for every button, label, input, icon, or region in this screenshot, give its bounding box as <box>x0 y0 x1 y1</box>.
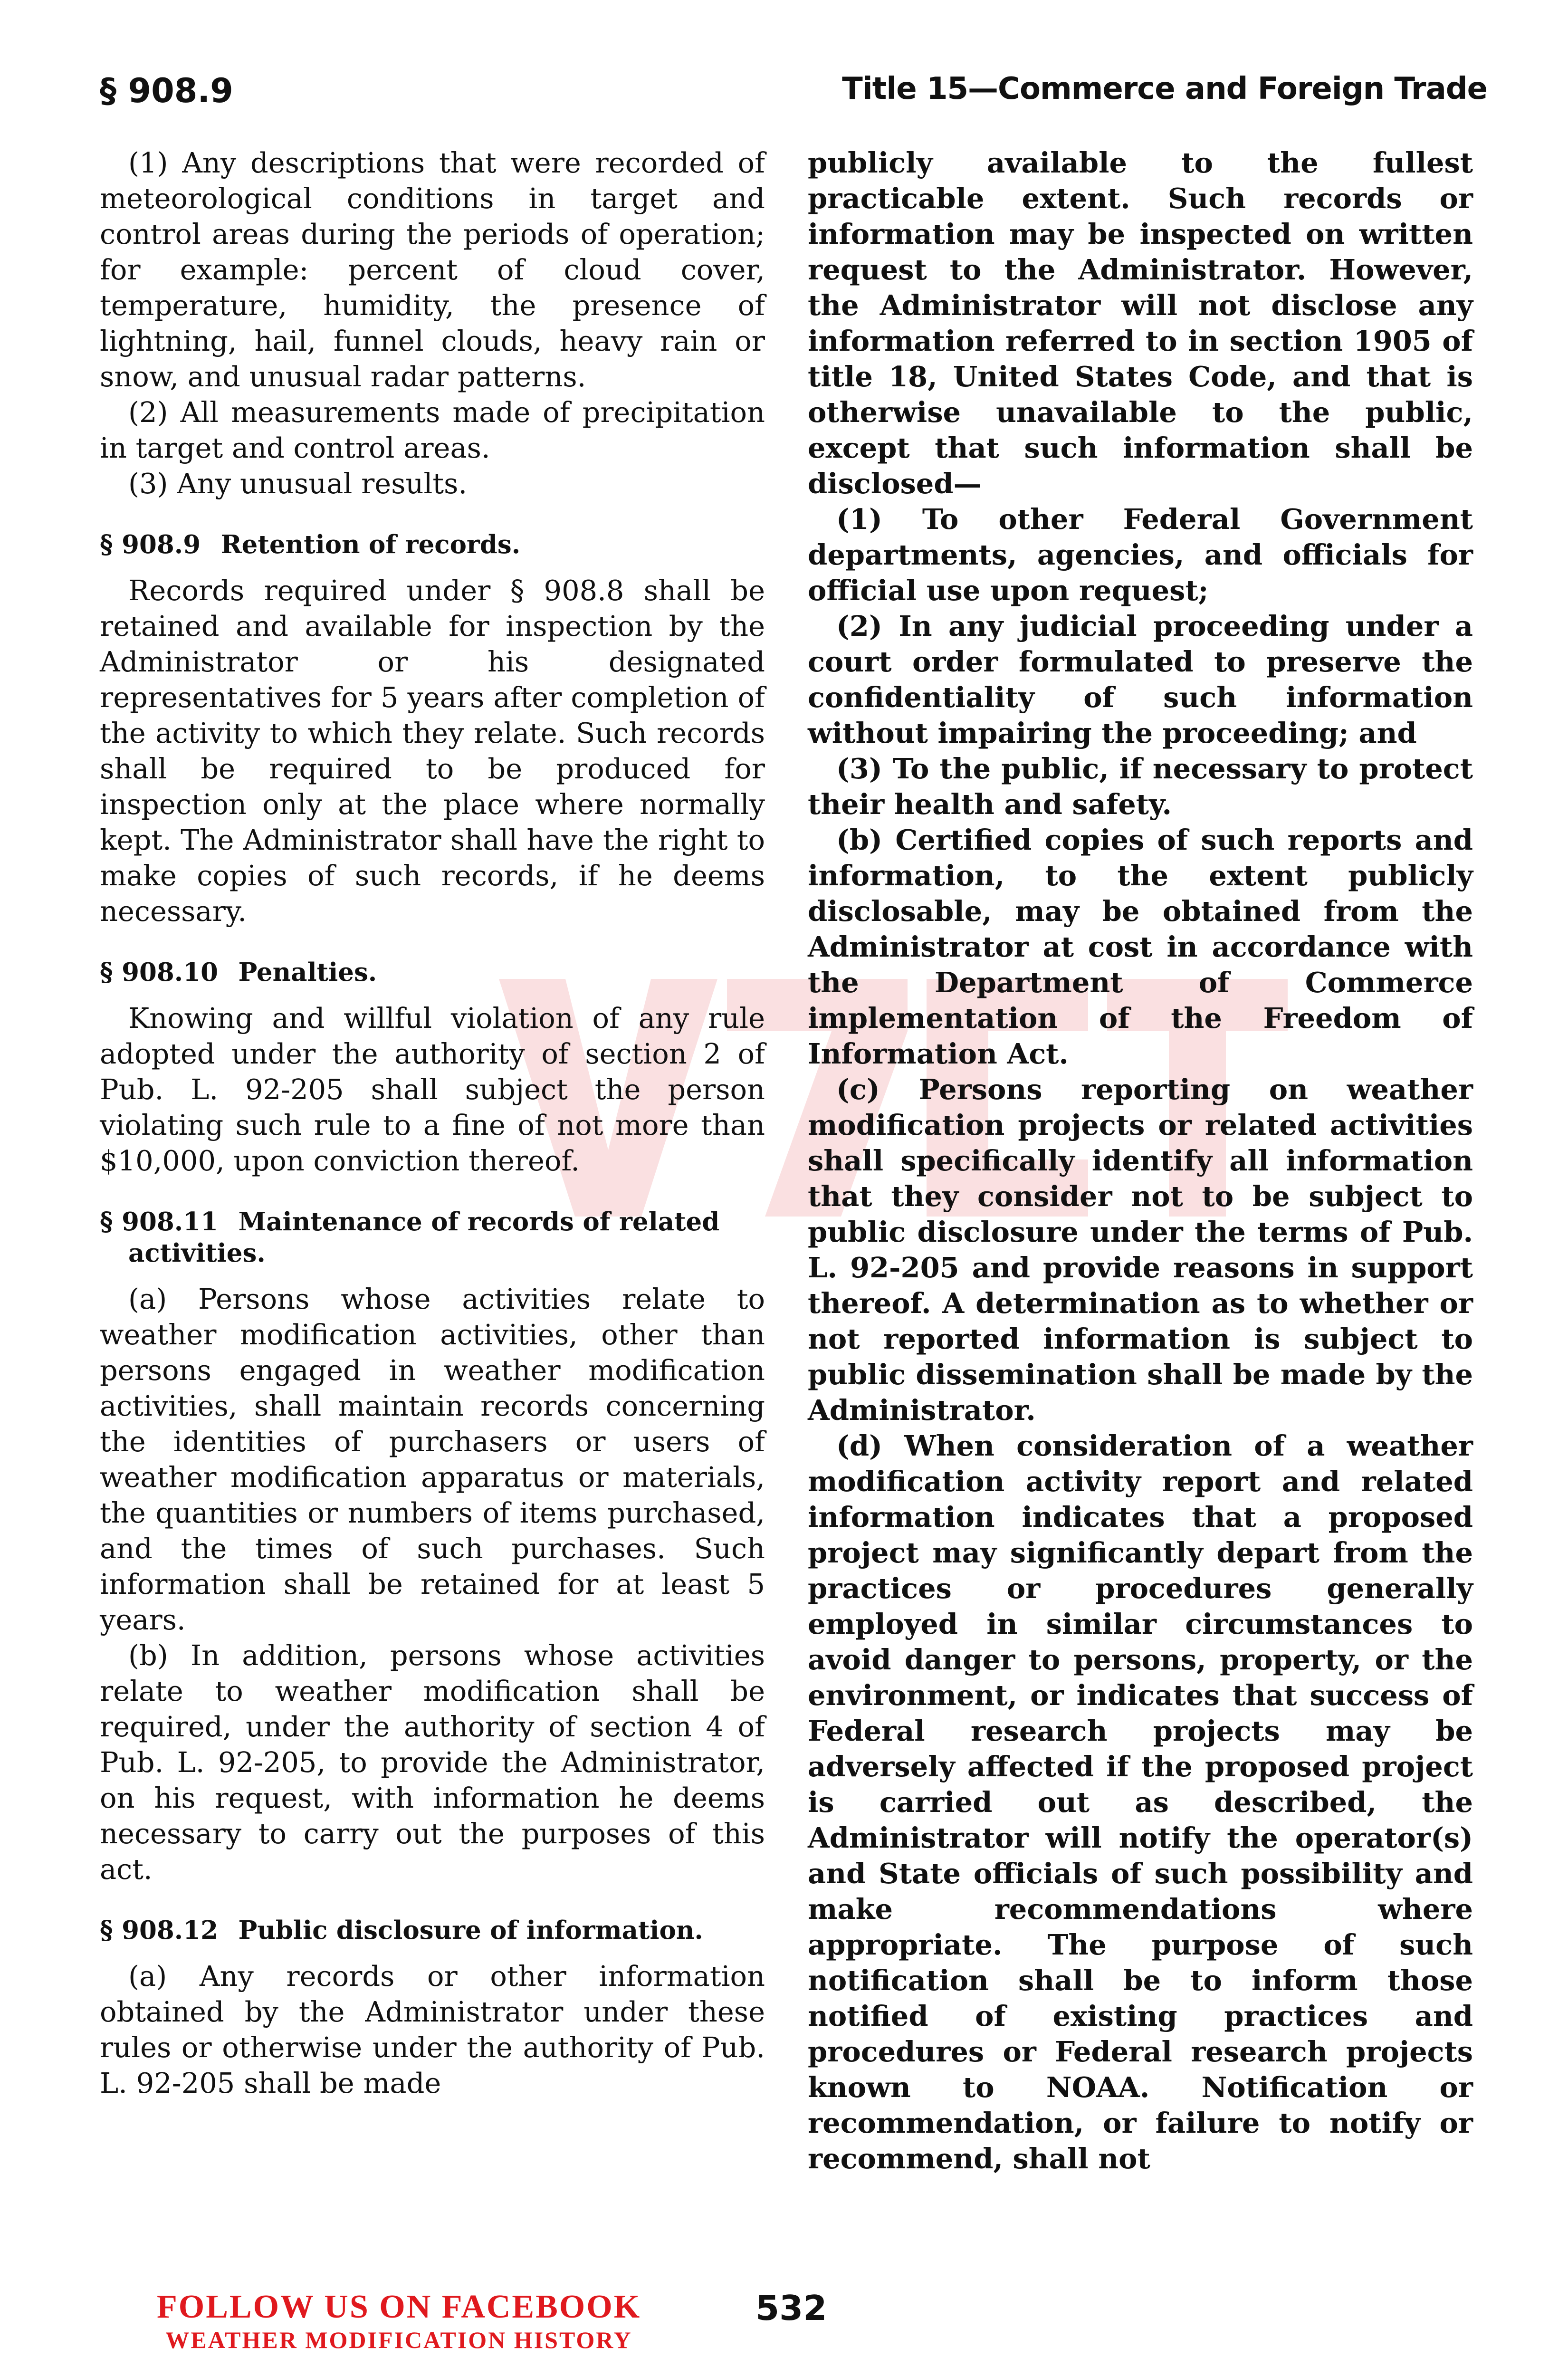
paragraph: (1) Any descriptions that were recorded of meteorological conditions in target and control areas during the periods of operation; for example: percent of cloud cover, temperature, humidity, the presence of lightning, hail, funnel clouds, heavy rain or snow, and unusual radar patterns. <box>100 146 765 393</box>
section-title: Maintenance of records of related activities. <box>128 1207 720 1268</box>
paragraph: (b) In addition, persons whose activities relate to weather modification shall be required, under the authority of section 4 of Pub. L. 92-205, to provide the Administrator, on his request, with information he deems necessary to carry out the purposes of this act. <box>100 1639 765 1886</box>
section-marker: § 908.9 <box>100 71 233 110</box>
paragraph: (b) Certified copies of such reports and information, to the extent publicly disclosable, may be obtained from the Administrator at cost in accordance with the Department of Commerce implementation of the Freedom of Information Act. <box>808 824 1473 1070</box>
running-title: Title 15—Commerce and Foreign Trade <box>842 71 1487 106</box>
paragraph: (c) Persons reporting on weather modification projects or related activities shall specifically identify all information that they consider not to be subject to public disclosure under the terms of Pub. L. 92-205 and provide reasons in support thereof. A determination as to whether or not reported information is subject to public dissemination shall be made by the Administrator. <box>808 1073 1473 1427</box>
paragraph: (1) To other Federal Government departments, agencies, and officials for official use upon request; <box>808 503 1473 607</box>
paragraph: (d) When consideration of a weather modification activity report and related information indicates that a proposed project may significantly depart from the practices or procedures generally employed in similar circumstances to avoid danger to persons, property, or the environment, or indicates that success of Federal research projects may be adversely affected if the proposed project is carried out as described, the Administrator will notify the operator(s) and State officials of such possibility and make recommendations where appropriate. The purpose of such notification shall be to inform those notified of existing practices and procedures or Federal research projects known to NOAA. Notification or recommendation, or failure to notify or recommend, shall not <box>808 1429 1473 2175</box>
section-number: § 908.10 <box>100 958 219 987</box>
page-number: 532 <box>755 2288 827 2328</box>
section-heading <box>100 1915 765 1946</box>
paragraph: Knowing and willful violation of any rule adopted under the authority of section 2 of Pub. L. 92-205 shall subject the person violating such rule to a fine of not more than $10,000, upon conviction thereof. <box>100 1002 765 1177</box>
left-column <box>100 145 765 2101</box>
paragraph: (2) In any judicial proceeding under a court order formulated to preserve the confidentiality of such information without impairing the proceeding; and <box>808 610 1473 749</box>
right-column <box>808 145 1473 2176</box>
section-heading <box>100 529 765 560</box>
paragraph: (3) To the public, if necessary to protect their health and safety. <box>808 752 1473 821</box>
section-title: Retention of records. <box>220 530 521 559</box>
paragraph: publicly available to the fullest practicable extent. Such records or information may be inspected on written request to the Administrator. However, the Administrator will not disclose any information referred to in section 1905 of title 18, United States Code, and that is otherwise unavailable to the public, except that such information shall be disclosed— <box>808 146 1473 500</box>
section-title: Penalties. <box>238 958 377 987</box>
banner-line-1: FOLLOW US ON FACEBOOK <box>157 2289 641 2325</box>
facebook-banner <box>157 2288 641 2354</box>
banner-line-2: WEATHER MODIFICATION HISTORY <box>165 2327 632 2353</box>
section-heading <box>100 957 765 988</box>
section-number: § 908.9 <box>100 530 201 559</box>
paragraph: (3) Any unusual results. <box>128 467 468 500</box>
section-heading <box>100 1206 765 1269</box>
paragraph: (a) Any records or other information obtained by the Administrator under these rules or otherwise under the authority of Pub. L. 92-205 shall be made <box>100 1960 765 2099</box>
paragraph: Records required under § 908.8 shall be retained and available for inspection by the Administrator or his designated representatives for 5 years after completion of the activity to which they relate. Such records shall be required to be produced for inspection only at the place where normally kept. The Administrator shall have the right to make copies of such records, if he deems necessary. <box>100 574 765 928</box>
paragraph: (a) Persons whose activities relate to weather modification activities, other than persons engaged in weather modification activities, shall maintain records concerning the identities of purchasers or users of weather modification apparatus or materials, the quantities or numbers of items purchased, and the times of such purchases. Such information shall be retained for at least 5 years. <box>100 1283 765 1636</box>
section-title: Public disclosure of information. <box>238 1916 703 1945</box>
section-number: § 908.11 <box>100 1207 219 1236</box>
section-number: § 908.12 <box>100 1916 219 1945</box>
paragraph: (2) All measurements made of precipitation in target and control areas. <box>100 396 765 464</box>
